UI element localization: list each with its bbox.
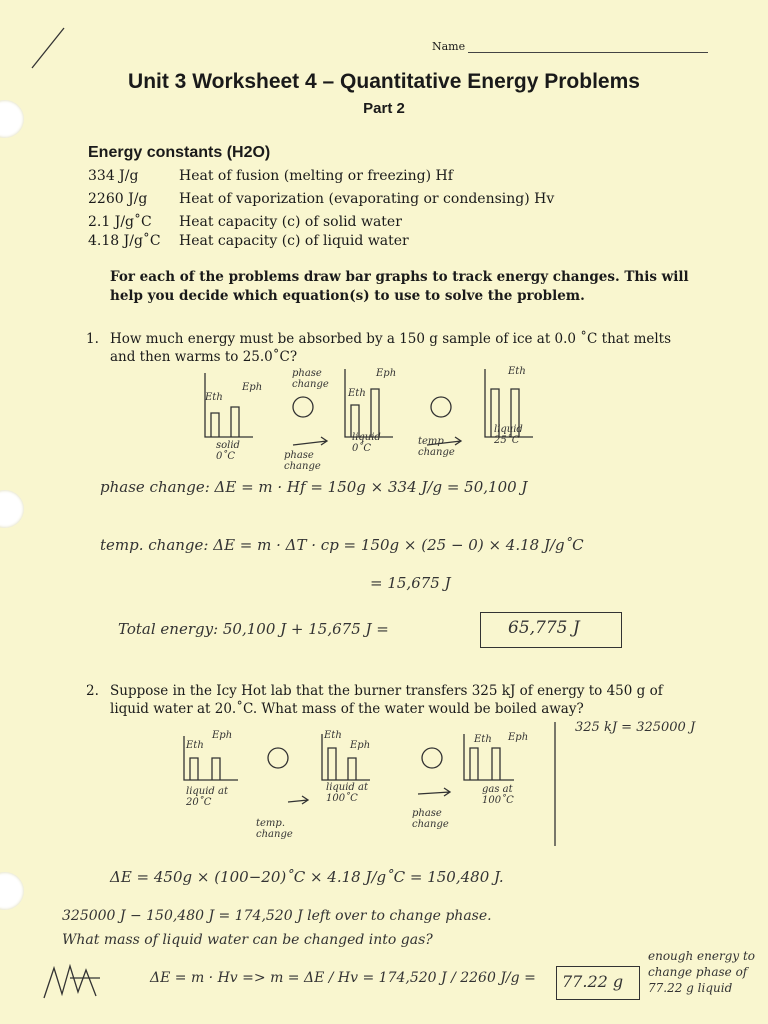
name-label: Name	[432, 40, 466, 53]
sketch-label: phase change	[292, 368, 329, 390]
sketch-label: solid 0˚C	[216, 440, 240, 462]
sketch-label: Eth	[348, 388, 366, 399]
sketch-label: temp change	[418, 436, 455, 458]
work-line: Total energy: 50,100 J + 15,675 J =	[118, 620, 389, 638]
question-number: 2.	[86, 683, 99, 699]
sketch-label: Eth	[508, 366, 526, 377]
sketch-label: phase change	[284, 450, 321, 472]
sketch-label: Eph	[242, 382, 263, 393]
question-2	[86, 682, 690, 718]
sketch-label: liquid at 100˚C	[326, 782, 368, 804]
side-note: 325 kJ = 325000 J	[575, 720, 696, 735]
answer: 65,775 J	[508, 618, 580, 638]
instructions: For each of the problems draw bar graphs to track energy changes. This will help you decide which equation(s) to use to solve the problem.	[110, 269, 689, 304]
binder-hole-middle	[0, 490, 24, 528]
work-line: 325000 J − 150,480 J = 174,520 J left over to change phase.	[62, 908, 492, 924]
sketch-label: liquid at 20˚C	[186, 786, 228, 808]
answer: 77.22 g	[562, 972, 624, 991]
name-field-line[interactable]	[468, 52, 708, 53]
constants-heading: Energy constants (H2O)	[88, 144, 271, 161]
constant-row: 2260 J/g Heat of vaporization (evaporating or condensing) Hv	[88, 191, 555, 207]
sketch-label: temp. change	[256, 818, 293, 840]
work-line: = 15,675 J	[370, 574, 451, 592]
binder-hole-bottom	[0, 872, 24, 910]
work-line: ΔE = m · Hv => m = ΔE / Hv = 174,520 J / 2260 J/g =	[150, 970, 536, 986]
sketch-label: liquid 25˚C	[494, 424, 523, 446]
worksheet-subtitle: Part 2	[363, 100, 405, 117]
sketch-label: Eph	[350, 740, 371, 751]
check-mark	[28, 24, 68, 74]
sketch-label: Eph	[508, 732, 529, 743]
work-line: ΔE = 450g × (100−20)˚C × 4.18 J/g˚C = 150,480 J.	[110, 868, 504, 886]
question-text: How much energy must be absorbed by a 150 g sample of ice at 0.0 ˚C that melts and then warms to 25.0˚C?	[110, 331, 672, 365]
sketch-label: Eph	[212, 730, 233, 741]
sketch-label: Eth	[205, 392, 223, 403]
question-number: 1.	[86, 331, 99, 347]
work-line: phase change: ΔE = m · Hf = 150g × 334 J/g = 50,100 J	[100, 478, 528, 496]
divider-line	[552, 720, 558, 850]
worksheet-title: Unit 3 Worksheet 4 – Quantitative Energy Problems	[128, 70, 640, 93]
sketch-label: Eth	[324, 730, 342, 741]
question-1	[86, 330, 690, 366]
sketch-label: gas at 100˚C	[482, 784, 514, 806]
constant-row: 2.1 J/g˚C Heat capacity (c) of solid water	[88, 214, 402, 230]
constant-row: 334 J/g Heat of fusion (melting or freezing) Hf	[88, 168, 453, 184]
sketch-label: phase change	[412, 808, 449, 830]
margin-note: enough energy to change phase of 77.22 g liquid	[648, 949, 755, 995]
constant-row: 4.18 J/g˚C Heat capacity (c) of liquid water	[88, 233, 409, 249]
question-text: Suppose in the Icy Hot lab that the burner transfers 325 kJ of energy to 450 g of liquid water at 20.˚C. What mass of the water would be boiled away?	[110, 683, 663, 717]
sketch-label: Eth	[474, 734, 492, 745]
sketch-label: Eth	[186, 740, 204, 751]
sketch-label: Eph	[376, 368, 397, 379]
sketch-label: liquid 0˚C	[352, 432, 381, 454]
work-line: temp. change: ΔE = m · ΔT · cp = 150g × (25 − 0) × 4.18 J/g˚C	[100, 536, 584, 554]
work-line: What mass of liquid water can be changed into gas?	[62, 932, 433, 948]
scribble-mark	[40, 958, 110, 1008]
